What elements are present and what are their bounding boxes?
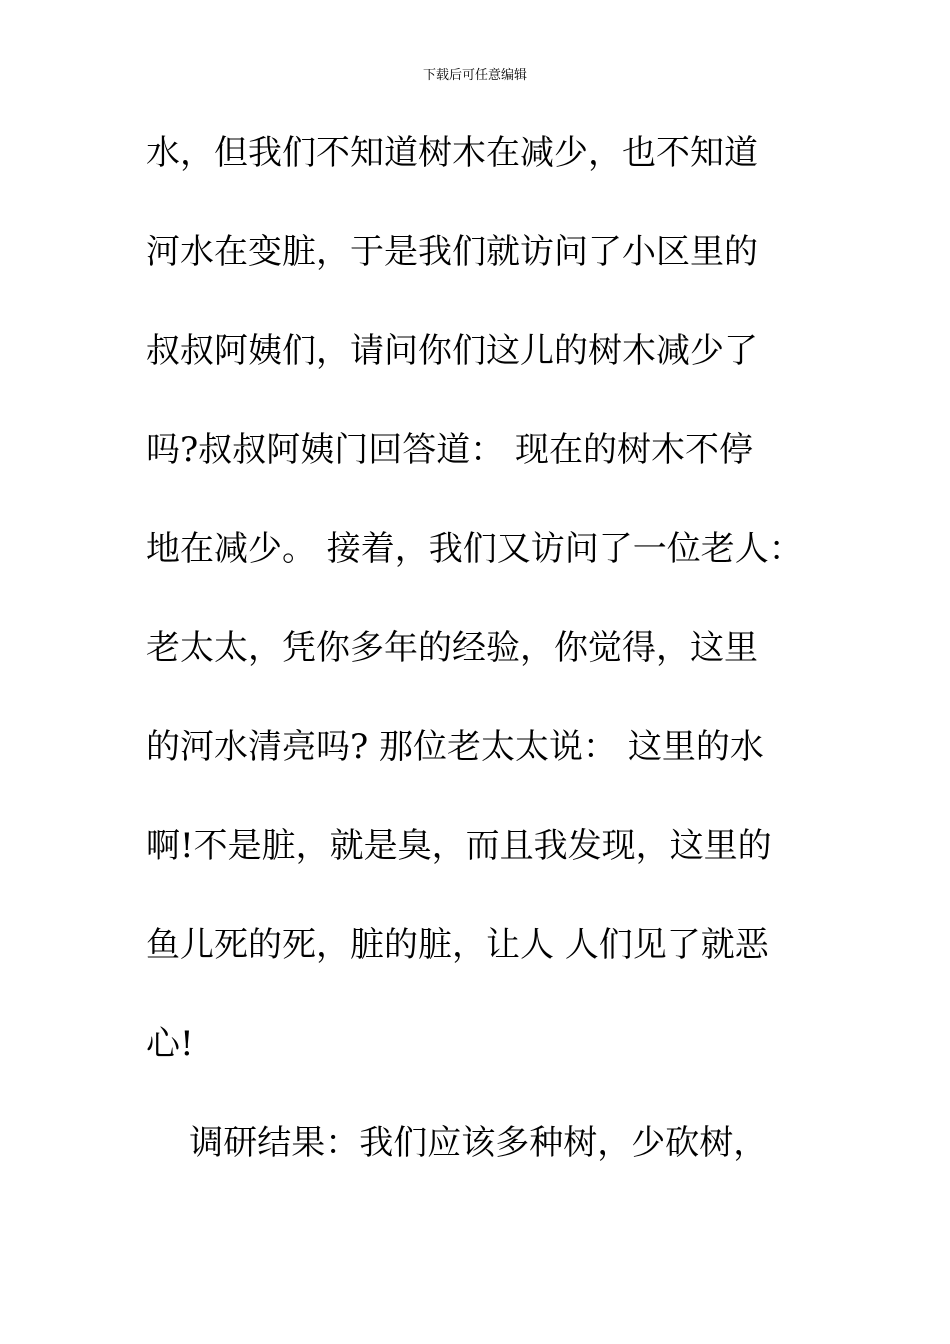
- text-line: 水，但我们不知道树木在减少，也不知道: [146, 133, 758, 173]
- text-line: 老太太，凭你多年的经验，你觉得，这里: [146, 628, 758, 668]
- document-body: [146, 128, 846, 1217]
- page-header-note: 下载后可任意编辑: [422, 68, 527, 83]
- text-line: 啊!不是脏，就是臭，而且我发现，这里的: [146, 826, 772, 866]
- text-line: 的河水清亮吗? 那位老太太说： 这里的水: [146, 727, 764, 767]
- text-line: 河水在变脏，于是我们就访问了小区里的: [146, 232, 758, 272]
- text-line: 心!: [146, 1024, 194, 1064]
- text-line: 叔叔阿姨们，请问你们这儿的树木减少了: [146, 331, 758, 371]
- text-line: 地在减少。 接着，我们又访问了一位老人：: [146, 529, 803, 569]
- text-line: 吗?叔叔阿姨门回答道： 现在的树木不停: [146, 430, 754, 470]
- text-line: 鱼儿死的死，脏的脏，让人 人们见了就恶: [146, 925, 769, 965]
- text-line: 调研结果：我们应该多种树，少砍树，: [146, 1123, 768, 1163]
